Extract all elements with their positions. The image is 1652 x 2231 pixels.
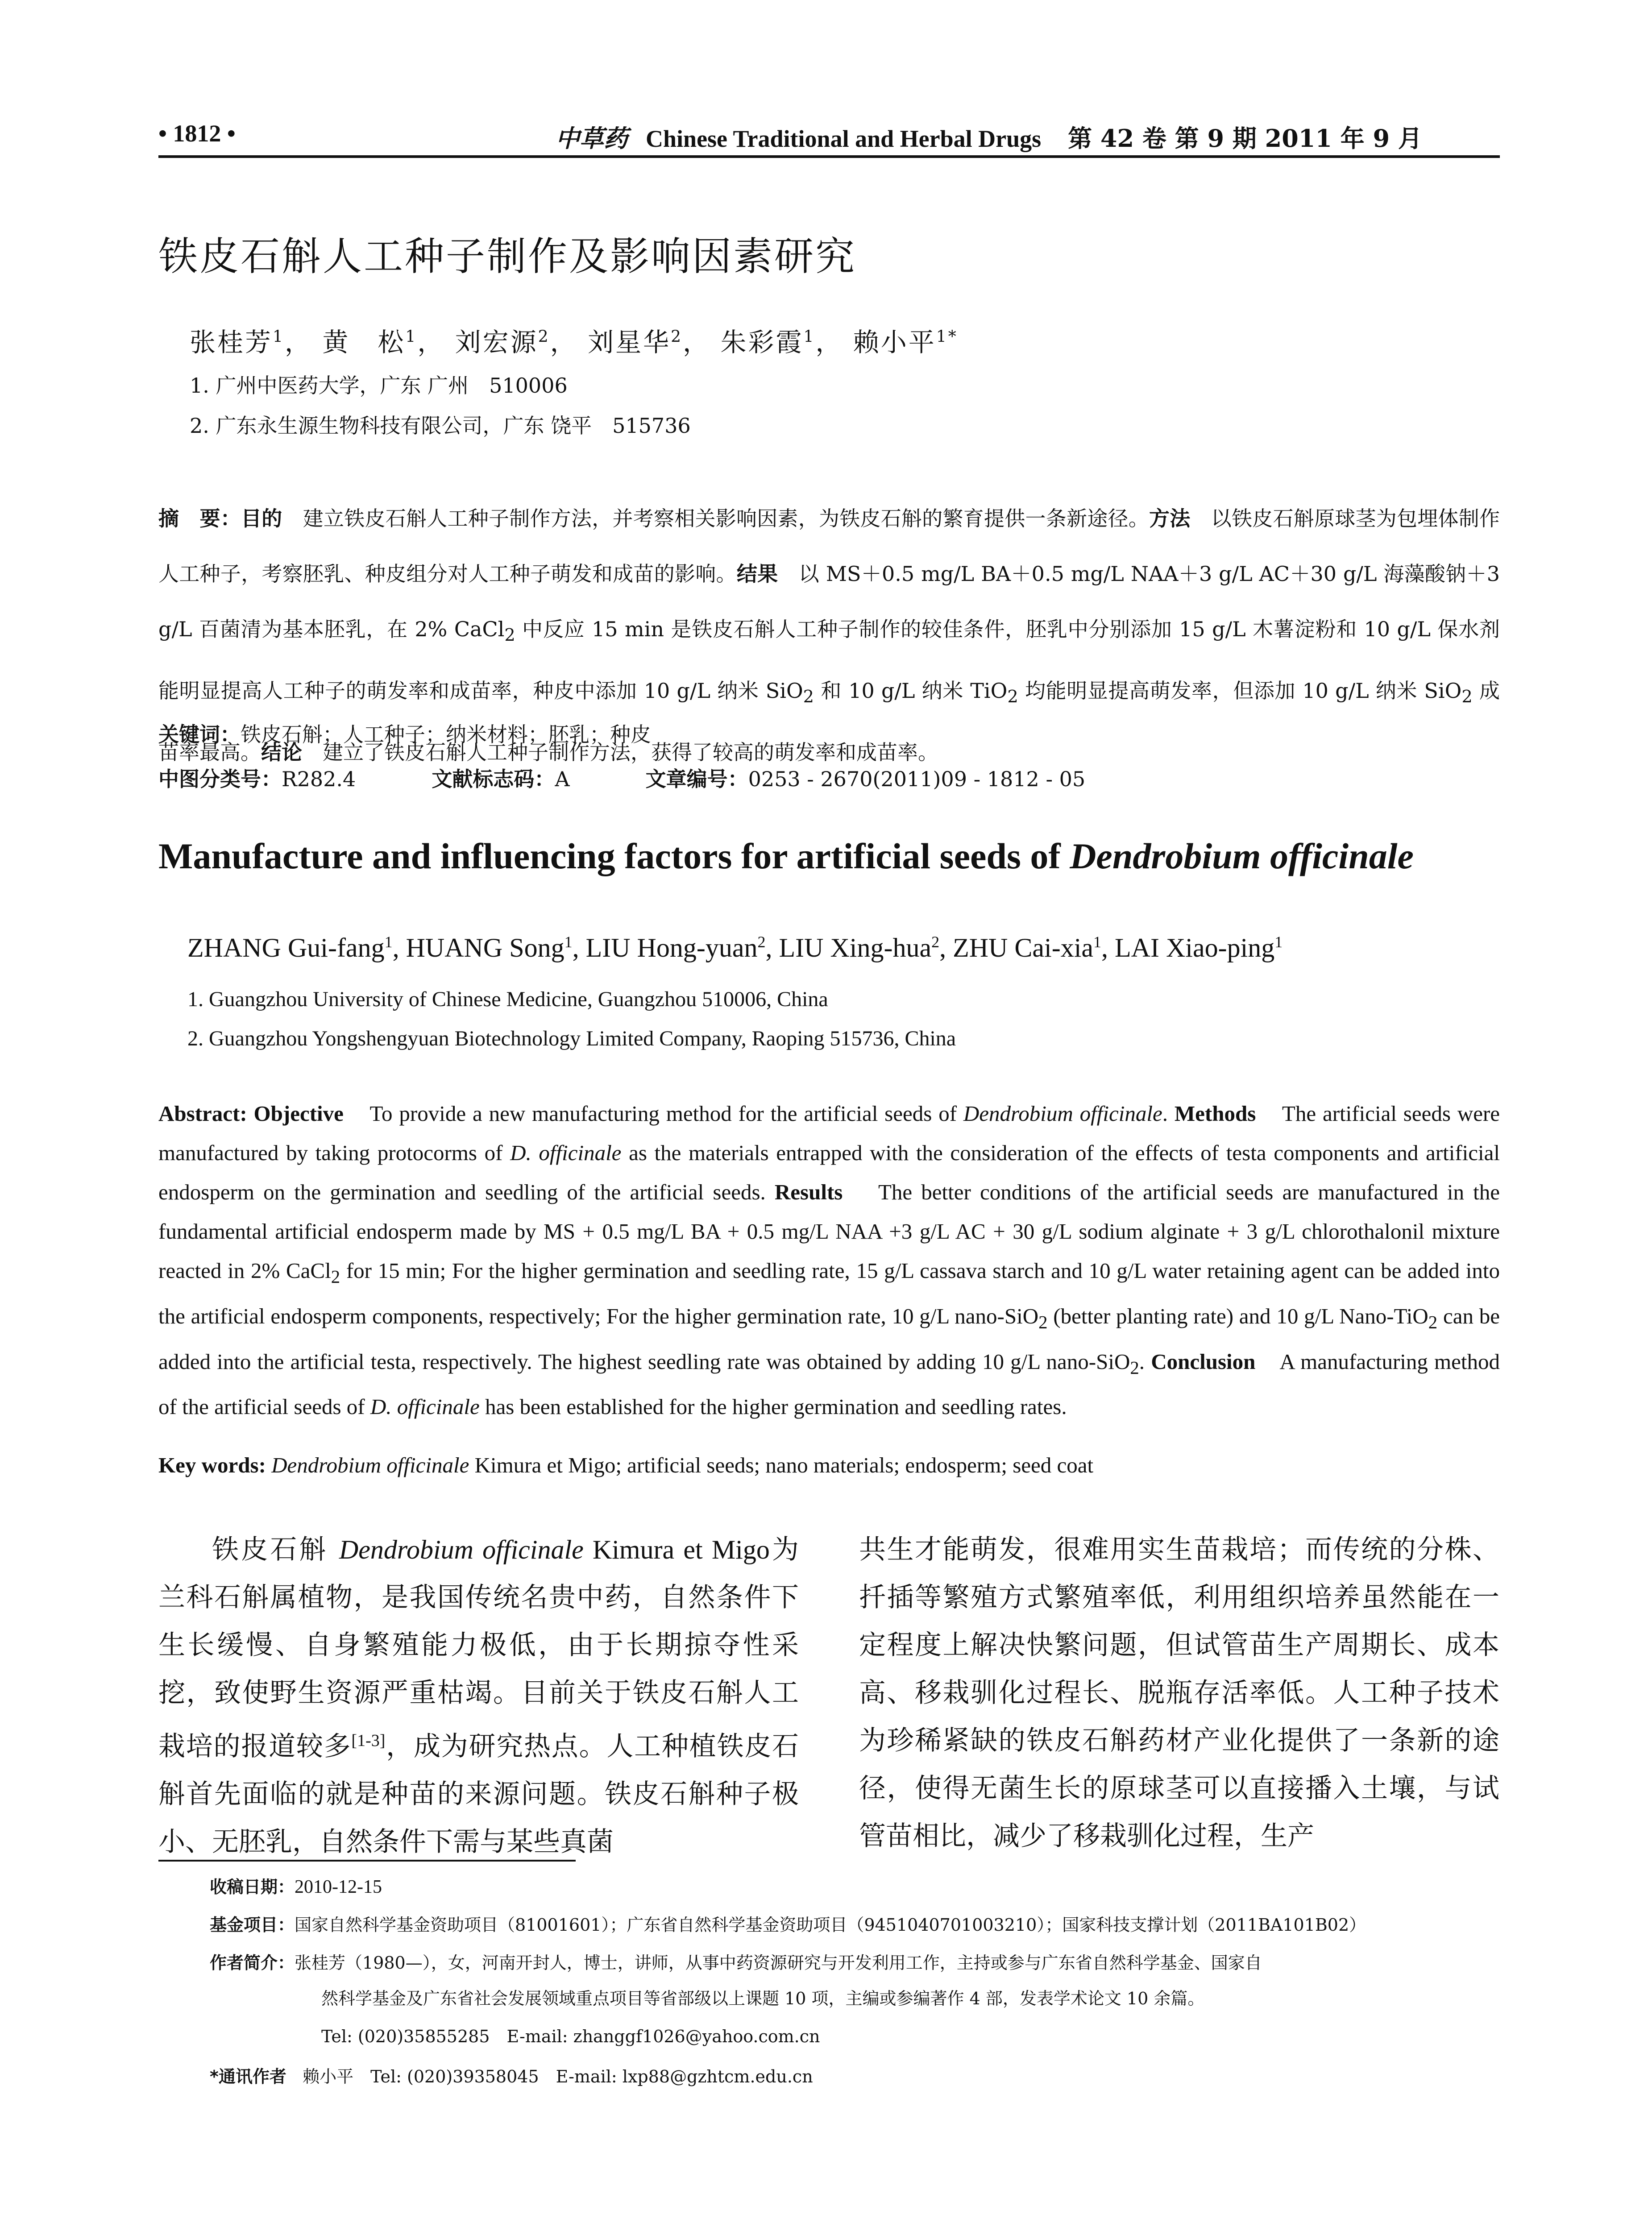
received-date: 2010-12-15	[295, 1877, 382, 1897]
author-list-en: ZHANG Gui-fang$^1$, HUANG Song$^1$, LIU Hong-yuan$^2$, LIU Xing-hua$^2$, ZHU Cai-xia$^1$, LAI Xiao-ping$^1$	[187, 933, 1283, 962]
footnote-received	[210, 1872, 382, 1902]
author-name: 黄 松	[322, 327, 406, 357]
footnote-bio	[210, 1948, 1262, 1978]
species-authority: Kimura et Migo	[583, 1535, 770, 1564]
methods-text: as the materials entrapped with the consideration of the effects of testa components and artificial endosperm on the germination and seedling of the artificial seeds.	[158, 1140, 1500, 1204]
footnote-corresponding	[210, 2061, 813, 2092]
subscript: 2	[504, 625, 515, 646]
author-affil: 2	[757, 933, 766, 951]
subscript: 2	[803, 687, 814, 707]
footnote-label: 收稿日期：	[210, 1877, 295, 1897]
objective-label: Objective	[253, 1101, 344, 1126]
author-name: LIU Xing-hua	[779, 933, 932, 962]
species-name: Dendrobium officinale	[339, 1535, 584, 1564]
author-affil: 1*	[936, 328, 958, 346]
results-text: can be added into the artificial testa, respectively. The highest seedling rate was obtained by adding 10 g/L nano-SiO	[158, 1303, 1500, 1374]
results-text: The better conditions of the artificial seeds are manufactured in the fundamental artificial endosperm made by MS + 0.5 mg/L BA + 0.5 mg/L NAA +3 g/L AC + 30 g/L sodium alginate + 3 g/L chlorothalonil mixture reacted in 2% CaCl	[158, 1180, 1500, 1283]
body-column-left	[158, 1526, 799, 1866]
journal-name-cn: 中草药	[556, 124, 628, 153]
methods-text: 以铁皮石斛原球茎为包埋体制作人工种子，考察胚乳、种皮组分对人工种子萌发和成苗的影响。	[158, 506, 1500, 586]
title-en	[158, 835, 1414, 877]
results-text: 均能明显提高萌发率，但添加 10 g/L 纳米 SiO	[1018, 679, 1462, 703]
author-name: 赖小平	[853, 327, 936, 357]
body-text: 铁皮石斛	[212, 1534, 339, 1565]
author-name: HUANG Song	[406, 933, 565, 962]
footnote-label: 作者简介：	[210, 1953, 295, 1973]
affiliation-cn-2: 2. 广东永生源生物科技有限公司，广东 饶平 515736	[190, 414, 691, 438]
keywords-label: Key words:	[158, 1453, 266, 1477]
author-affil: 2	[538, 328, 550, 346]
title-en-main: Manufacture and influencing factors for artificial seeds of	[158, 836, 1070, 876]
running-header	[158, 120, 1500, 155]
results-text: for 15 min; For the higher germination and seedling rate, 15 g/L cassava starch and 10 g/L water retaining agent can be added into the artificial endosperm components, respectively; For the higher germination rate, 10 g/L nano-SiO	[158, 1258, 1500, 1328]
corresponding-text: 赖小平 Tel: (020)39358045 E-mail: lxp88@gzhtcm.edu.cn	[303, 2067, 813, 2086]
conclusion-text: A manufacturing method of the artificial seeds of	[158, 1349, 1500, 1419]
article-no-label: 文章编号：	[645, 767, 748, 791]
author-name: 刘星华	[588, 327, 671, 357]
affiliation-cn-1: 1. 广州中医药大学，广东 广州 510006	[190, 373, 568, 398]
abstract-label: 摘 要：	[158, 506, 241, 531]
abstract-en	[158, 1094, 1500, 1427]
species-name: Dendrobium officinale	[963, 1101, 1162, 1126]
subscript: 2	[1038, 1312, 1048, 1332]
keywords-cn	[158, 718, 651, 748]
footnote-fund	[210, 1910, 1366, 1940]
author-affil: 2	[931, 933, 940, 951]
footnote-label: 基金项目：	[210, 1915, 295, 1935]
author-affil: 1	[1093, 933, 1101, 951]
article-no-value: 0253 - 2670(2011)09 - 1812 - 05	[748, 767, 1086, 791]
methods-label: Methods	[1174, 1101, 1256, 1126]
footnote-bio-contact: Tel: (020)35855285 E-mail: zhanggf1026@yahoo.com.cn	[321, 2027, 820, 2046]
results-label: 结果	[736, 562, 778, 586]
author-affil: 1	[564, 933, 573, 951]
results-text: .	[1139, 1349, 1145, 1374]
author-affil: 1	[273, 328, 285, 346]
author-affil: 1	[405, 328, 418, 346]
author-affil: 1	[803, 328, 816, 346]
author-affil: 2	[671, 328, 683, 346]
classification-line	[158, 763, 1085, 792]
objective-text: To provide a new manufacturing method for the artificial seeds of	[369, 1101, 963, 1126]
results-label: Results	[774, 1180, 843, 1204]
subscript: 2	[331, 1266, 340, 1287]
conclusion-text: 建立了铁皮石斛人工种子制作方法，获得了较高的萌发率和成苗率。	[323, 740, 938, 765]
subscript: 2	[1428, 1312, 1438, 1332]
results-text: 中反应 15 min 是铁皮石斛人工种子制作的较佳条件，胚乳中分别添加 15 g/L 木薯淀粉和 10 g/L 保水剂能明显提高人工种子的萌发率和成苗率，种皮中添加 10 g/L 纳米 SiO	[158, 617, 1500, 703]
page-number: • 1812 •	[158, 120, 236, 147]
punctuation: .	[1162, 1101, 1168, 1126]
author-affil: 1	[384, 933, 393, 951]
results-text: 和 10 g/L 纳米 TiO	[814, 679, 1008, 703]
body-text: ，成为研究热点。人工种植铁皮石斛首先面临的就是种苗的来源问题。铁皮石斛种子极小、无胚乳，自然条件下需与某些真菌	[158, 1731, 799, 1858]
title-en-species: Dendrobium officinale	[1070, 836, 1414, 876]
author-name: ZHANG Gui-fang	[187, 933, 385, 962]
footnote-label: *通讯作者	[210, 2067, 286, 2086]
species-name: Dendrobium officinale	[271, 1453, 469, 1477]
doc-code-label: 文献标志码：	[432, 767, 555, 791]
methods-text: The artificial seeds were manufactured by taking protocorms of	[158, 1101, 1500, 1165]
methods-label: 方法	[1149, 506, 1191, 531]
author-affil: 1	[1274, 933, 1283, 951]
author-name: 张桂芳	[190, 327, 273, 357]
clc-value: R282.4	[282, 767, 356, 791]
conclusion-label: 结论	[261, 740, 302, 765]
keywords-label: 关键词：	[158, 722, 241, 746]
affiliation-en-1: 1. Guangzhou University of Chinese Medicine, Guangzhou 510006, China	[187, 987, 828, 1011]
body-text: 为兰科石斛属植物，是我国传统名贵中药，自然条件下生长缓慢、自身繁殖能力极低，由于长期掠夺性采挖，致使野生资源严重枯竭。目前关于铁皮石斛人工栽培的报道较多	[158, 1534, 799, 1762]
author-name: LAI Xiao-ping	[1115, 933, 1275, 962]
abstract-label: Abstract:	[158, 1101, 247, 1126]
footnote-bio-cont: 然科学基金及广东省社会发展领域重点项目等省部级以上课题 10 项，主编或参编著作 4 部，发表学术论文 10 余篇。	[321, 1989, 1205, 2008]
keywords-text: Kimura et Migo; artificial seeds; nano materials; endosperm; seed coat	[469, 1453, 1094, 1477]
objective-label: 目的	[241, 506, 282, 531]
author-name: ZHU Cai-xia	[953, 933, 1093, 962]
journal-line	[556, 120, 1422, 154]
conclusion-text: has been established for the higher germination and seedling rates.	[479, 1394, 1067, 1419]
results-text: 以 MS＋0.5 mg/L BA＋0.5 mg/L NAA＋3 g/L AC＋30 g/L 海藻酸钠＋3 g/L 百菌清为基本胚乳，在 2% CaCl	[158, 562, 1500, 641]
header-rule	[158, 155, 1500, 158]
author-name: LIU Hong-yuan	[585, 933, 758, 962]
clc-label: 中图分类号：	[158, 767, 282, 791]
species-name: D. officinale	[370, 1394, 480, 1419]
affiliation-en-2: 2. Guangzhou Yongshengyuan Biotechnology Limited Company, Raoping 515736, China	[187, 1027, 956, 1050]
fund-text: 国家自然科学基金资助项目（81001601）；广东省自然科学基金资助项目（9451040701003210）；国家科技支撑计划（2011BA101B02）	[295, 1915, 1366, 1935]
subscript: 2	[1130, 1357, 1139, 1378]
keywords-text: 铁皮石斛；人工种子；纳米材料；胚乳；种皮	[241, 722, 651, 746]
objective-text: 建立铁皮石斛人工种子制作方法，并考察相关影响因素，为铁皮石斛的繁育提供一条新途径。	[303, 506, 1149, 531]
journal-name-en: Chinese Traditional and Herbal Drugs	[646, 125, 1042, 152]
species-name: D. officinale	[510, 1140, 622, 1165]
subscript: 2	[1461, 687, 1473, 707]
issue-info: 第 42 卷 第 9 期 2011 年 9 月	[1068, 124, 1422, 153]
conclusion-label: Conclusion	[1151, 1349, 1256, 1374]
author-list-cn: 张桂芳$^1$， 黄 松$^1$， 刘宏源$^2$， 刘星华$^2$， 朱彩霞$^1$， 赖小平$^{1*}$	[190, 327, 958, 357]
author-name: 朱彩霞	[720, 327, 804, 357]
doc-code-value: A	[555, 767, 570, 791]
subscript: 2	[1007, 687, 1018, 707]
results-text: 成苗率最高。	[158, 679, 1500, 765]
citation: [1-3]	[351, 1731, 386, 1750]
author-name: 刘宏源	[455, 327, 538, 357]
keywords-en	[158, 1452, 1500, 1478]
bio-text: 张桂芳（1980—），女，河南开封人，博士，讲师，从事中药资源研究与开发利用工作，主持或参与广东省自然科学基金、国家自	[295, 1953, 1262, 1973]
footnote-rule	[158, 1860, 576, 1862]
body-column-right: 共生才能萌发，很难用实生苗栽培；而传统的分株、扦插等繁殖方式繁殖率低，利用组织培养虽然能在一定程度上解决快繁问题，但试管苗生产周期长、成本高、移栽驯化过程长、脱瓶存活率低。人工种子技术为珍稀紧缺的铁皮石斛药材产业化提供了一条新的途径，使得无菌生长的原球茎可以直接播入土壤，与试管苗相比，减少了移栽驯化过程，生产	[859, 1534, 1499, 1852]
title-cn: 铁皮石斛人工种子制作及影响因素研究	[158, 233, 857, 279]
results-text: (better planting rate) and 10 g/L Nano-TiO	[1047, 1303, 1428, 1328]
